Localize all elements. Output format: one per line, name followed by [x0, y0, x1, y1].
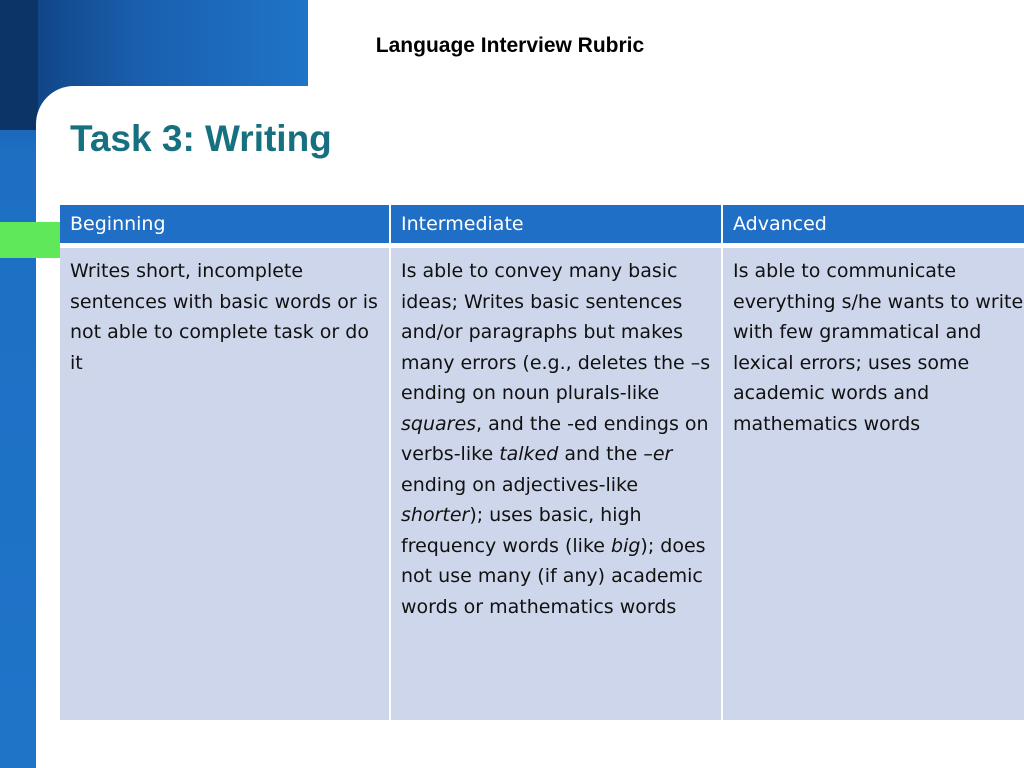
example-word: –er: [643, 443, 673, 465]
text-segment: ); does not use many (if any) academic words or mathematics words: [401, 534, 706, 618]
cell-intermediate: [390, 246, 722, 721]
text-segment: , and the -ed endings on verbs-like: [401, 412, 709, 465]
green-accent-tab: [0, 222, 60, 258]
text-segment: and the: [558, 443, 644, 465]
rubric-title: Language Interview Rubric: [375, 34, 645, 57]
column-header-beginning: Beginning: [60, 205, 390, 246]
text-segment: Is able to convey many basic ideas; Writes basic sentences and/or paragraphs but makes many errors (e.g., deletes the –s ending on noun plurals-like: [401, 260, 711, 404]
column-header-advanced: Advanced: [722, 205, 1024, 246]
example-word: big: [611, 534, 641, 557]
cell-beginning: Writes short, incomplete sentences with basic words or is not able to complete task or do it: [60, 246, 390, 721]
text-segment: ending on adjectives-like: [401, 473, 639, 496]
example-word: talked: [499, 443, 559, 465]
header-row: [60, 205, 1024, 246]
column-header-intermediate: Intermediate: [390, 205, 722, 246]
example-word: shorter: [401, 504, 470, 526]
page-title: Task 3: Writing: [70, 118, 332, 159]
example-word: squares: [401, 412, 477, 435]
cell-advanced: Is able to communicate everything s/he wants to write with few grammatical and lexical errors; uses some academic words and mathematics words: [722, 246, 1024, 721]
frame-corner: [0, 0, 38, 130]
table-row: [60, 246, 1024, 721]
text-segment: ); uses basic, high frequency words (like: [401, 504, 642, 557]
rubric-table: [60, 205, 1024, 720]
